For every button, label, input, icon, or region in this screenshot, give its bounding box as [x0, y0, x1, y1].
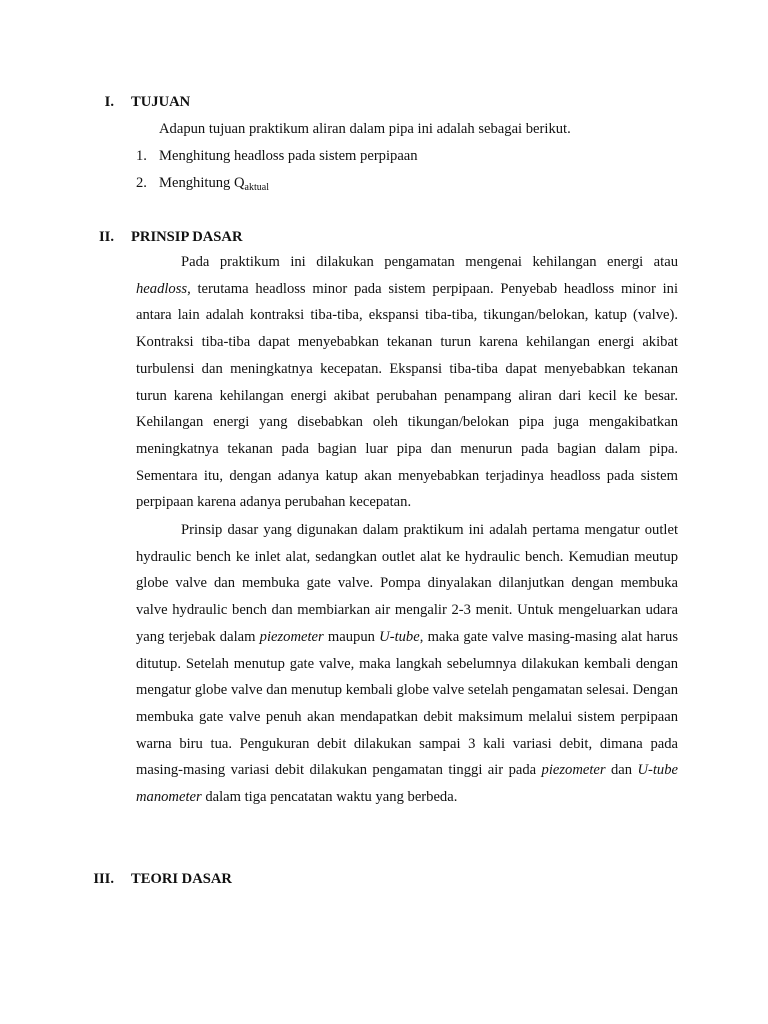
text-run: , terutama headloss minor pada sistem perpipaan. Penyebab headloss minor ini antara lain adalah kontraksi tiba-tiba, ekspansi tiba-tiba, tikungan/belokan, katup (valve). Kontraksi tiba-tiba dapat menyebabkan tekanan turun karena kehilangan energi akibat turbulensi dan meningkatnya kecepatan. Ekspansi tiba-tiba dapat menyebabkan tekanan turun karena kehilangan energi akibat perubahan penampang aliran dari kecil ke besar. Kehilangan energi yang disebabkan oleh tikungan/belokan pipa juga mengakibatkan meningkatnya tekanan pada bagian luar pipa dan menurun pada bagian dalam pipa. Sementara itu, dengan adanya katup akan menyebabkan terjadinya headloss pada sistem perpipaan karena adanya perubahan kecepatan. — [136, 280, 678, 511]
subscript: aktual — [244, 182, 269, 193]
list-marker: 2. — [136, 175, 147, 191]
list-item-text: Menghitung headloss pada sistem perpipaan — [159, 148, 418, 164]
section-title: PRINSIP DASAR — [131, 229, 243, 245]
italic-term: headloss — [136, 280, 188, 297]
section-heading-prinsip-dasar — [74, 228, 374, 246]
italic-term: U-tube manometer — [136, 762, 678, 806]
section-number: I. — [104, 94, 114, 110]
tujuan-intro: Adapun tujuan praktikum aliran dalam pipa ini adalah sebagai berikut. — [159, 121, 571, 137]
list-marker: 1. — [136, 148, 147, 164]
text-run: dan — [605, 762, 638, 779]
section-heading-tujuan — [74, 93, 374, 111]
italic-term: U-tube — [379, 628, 420, 645]
list-item — [136, 147, 418, 165]
italic-term: piezometer — [541, 762, 606, 779]
list-item-text: Menghitung Q — [159, 175, 245, 191]
paragraph-prinsip-1 — [136, 249, 678, 516]
list-item — [136, 174, 269, 197]
paragraph-prinsip-2 — [136, 517, 678, 811]
text-run: dalam tiga pencatatan waktu yang berbeda. — [201, 789, 458, 806]
section-heading-teori-dasar — [74, 870, 374, 888]
text-run: Prinsip dasar yang digunakan dalam praktikum ini adalah pertama mengatur outlet hydraulic bench ke inlet alat, sedangkan outlet alat ke hydraulic bench. Kemudian meutup globe valve dan membuka gate valve. Pompa dinyalakan dilanjutkan dengan membuka valve hydraulic bench dan membiarkan air mengalir 2-3 menit. Untuk mengeluarkan udara yang terjebak dalam — [136, 522, 678, 645]
section-title: TUJUAN — [131, 94, 191, 110]
text-run: maupun — [323, 628, 380, 645]
italic-term: piezometer — [259, 628, 324, 645]
section-number: II. — [98, 229, 114, 245]
text-run: Pada praktikum ini dilakukan pengamatan mengenai kehilangan energi atau — [181, 254, 678, 270]
text-run: , maka gate valve masing-masing alat harus ditutup. Setelah menutup gate valve, maka langkah sebelumnya dilakukan kembali dengan mengatur globe valve dan menutup kembali globe valve setelah pengamatan selesai. Dengan membuka gate valve penuh akan mendapatkan debit maksimum melalui sistem perpipaan warna biru tua. Pengukuran debit dilakukan sampai 3 kali variasi debit, dimana pada masing-masing variasi debit dilakukan pengamatan tinggi air pada — [136, 628, 678, 779]
section-title: TEORI DASAR — [131, 871, 232, 887]
section-number: III. — [93, 871, 114, 887]
